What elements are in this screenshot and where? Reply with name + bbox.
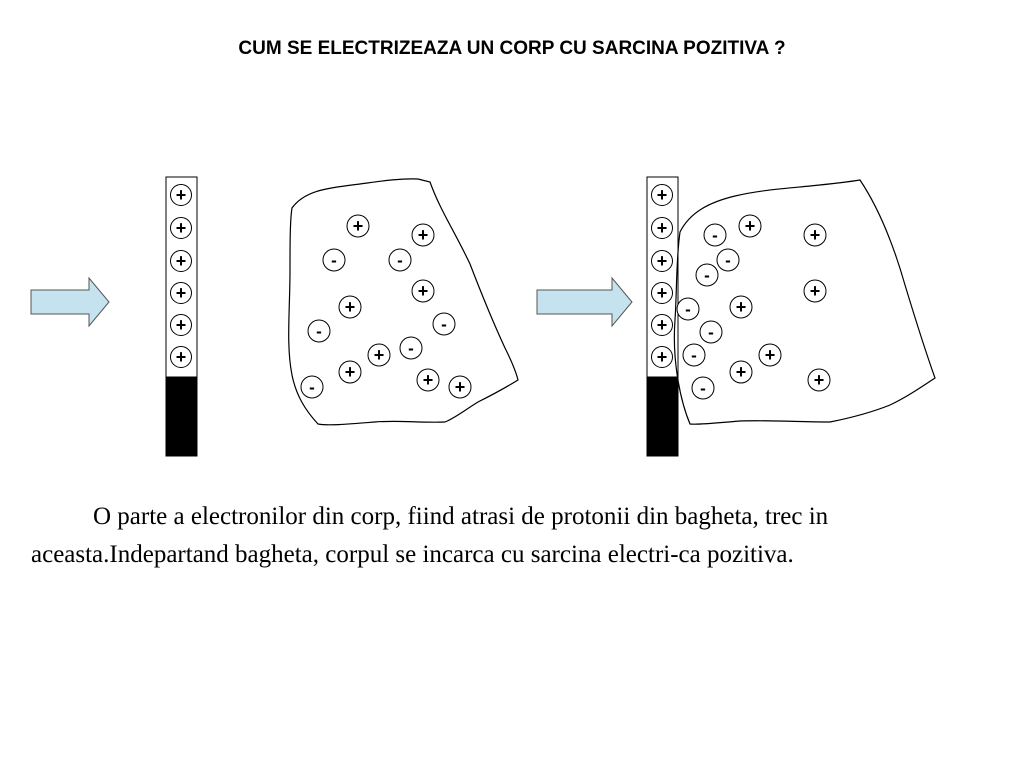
electron-charge xyxy=(301,376,323,398)
proton-charge xyxy=(339,296,361,318)
charge-sign: + xyxy=(175,283,187,303)
proton-charge xyxy=(808,369,830,391)
charge-sign: - xyxy=(316,322,322,341)
charge-sign: + xyxy=(656,185,668,205)
charge-sign: - xyxy=(691,346,697,365)
charge-sign: - xyxy=(331,251,337,270)
proton-charge xyxy=(730,296,752,318)
electron-charge xyxy=(696,264,718,286)
proton-charge xyxy=(339,361,361,383)
charge-sign: - xyxy=(704,266,710,285)
electron-charge xyxy=(677,298,699,320)
charge-sign: + xyxy=(175,347,187,367)
electron-charge xyxy=(692,377,714,399)
electron-charge xyxy=(704,224,726,246)
caption-text xyxy=(31,498,1016,574)
electron-charge xyxy=(389,249,411,271)
charge-sign: + xyxy=(175,185,187,205)
electron-charge xyxy=(323,249,345,271)
caption-paragraph: O parte a electronilor din corp, fiind atrasi de protonii din bagheta, trec in aceasta.Indepartand bagheta, corpul se incarca cu sarcina electri-ca pozitiva. xyxy=(31,503,829,568)
charge-sign: + xyxy=(764,345,776,365)
charge-sign: + xyxy=(422,370,434,390)
electron-charge xyxy=(700,321,722,343)
charge-sign: + xyxy=(175,251,187,271)
proton-charge xyxy=(417,369,439,391)
charge-sign: + xyxy=(417,225,429,245)
charge-sign: + xyxy=(744,216,756,236)
body-charges-2 xyxy=(677,215,830,399)
proton-charge xyxy=(171,218,192,239)
charge-sign: + xyxy=(175,218,187,238)
charge-sign: + xyxy=(656,315,668,335)
charge-sign: + xyxy=(735,297,747,317)
charge-sign: + xyxy=(454,377,466,397)
electron-charge xyxy=(683,344,705,366)
charge-sign: - xyxy=(397,251,403,270)
proton-charge xyxy=(412,280,434,302)
rod-handle-1 xyxy=(166,377,197,456)
proton-charge xyxy=(652,218,673,239)
electron-charge xyxy=(433,313,455,335)
arrow-right-icon-1 xyxy=(31,278,109,326)
charge-sign: + xyxy=(373,345,385,365)
proton-charge xyxy=(449,376,471,398)
charge-sign: + xyxy=(813,370,825,390)
proton-charge xyxy=(804,280,826,302)
slide-title: CUM SE ELECTRIZEAZA UN CORP CU SARCINA POZITIVA ? xyxy=(238,38,786,59)
proton-charge xyxy=(368,344,390,366)
charge-sign: - xyxy=(309,378,315,397)
charge-sign: - xyxy=(408,339,414,358)
charge-sign: + xyxy=(344,297,356,317)
proton-charge xyxy=(171,251,192,272)
proton-charge xyxy=(730,361,752,383)
electron-charge xyxy=(308,320,330,342)
rod-handle-2 xyxy=(647,377,678,456)
proton-charge xyxy=(652,347,673,368)
charge-sign: - xyxy=(725,251,731,270)
proton-charge xyxy=(347,215,369,237)
charge-sign: + xyxy=(344,362,356,382)
proton-charge xyxy=(739,215,761,237)
charge-sign: + xyxy=(656,251,668,271)
proton-charge xyxy=(171,315,192,336)
proton-charge xyxy=(652,185,673,206)
charge-sign: + xyxy=(656,283,668,303)
proton-charge xyxy=(171,185,192,206)
charge-sign: - xyxy=(441,315,447,334)
proton-charge xyxy=(171,283,192,304)
proton-charge xyxy=(652,315,673,336)
proton-charge xyxy=(652,283,673,304)
charge-sign: + xyxy=(735,362,747,382)
body-charges-1 xyxy=(301,215,471,398)
arrow-right-icon-2 xyxy=(537,278,632,326)
charge-sign: + xyxy=(656,218,668,238)
electron-charge xyxy=(717,249,739,271)
proton-charge xyxy=(412,224,434,246)
charge-sign: + xyxy=(809,281,821,301)
charge-sign: - xyxy=(685,300,691,319)
charge-sign: - xyxy=(700,379,706,398)
charge-sign: + xyxy=(809,225,821,245)
proton-charge xyxy=(171,347,192,368)
proton-charge xyxy=(759,344,781,366)
charge-sign: + xyxy=(175,315,187,335)
charge-sign: + xyxy=(352,216,364,236)
electron-charge xyxy=(400,337,422,359)
charge-sign: - xyxy=(712,226,718,245)
charge-sign: + xyxy=(656,347,668,367)
charge-sign: - xyxy=(708,323,714,342)
proton-charge xyxy=(652,251,673,272)
charge-sign: + xyxy=(417,281,429,301)
proton-charge xyxy=(804,224,826,246)
